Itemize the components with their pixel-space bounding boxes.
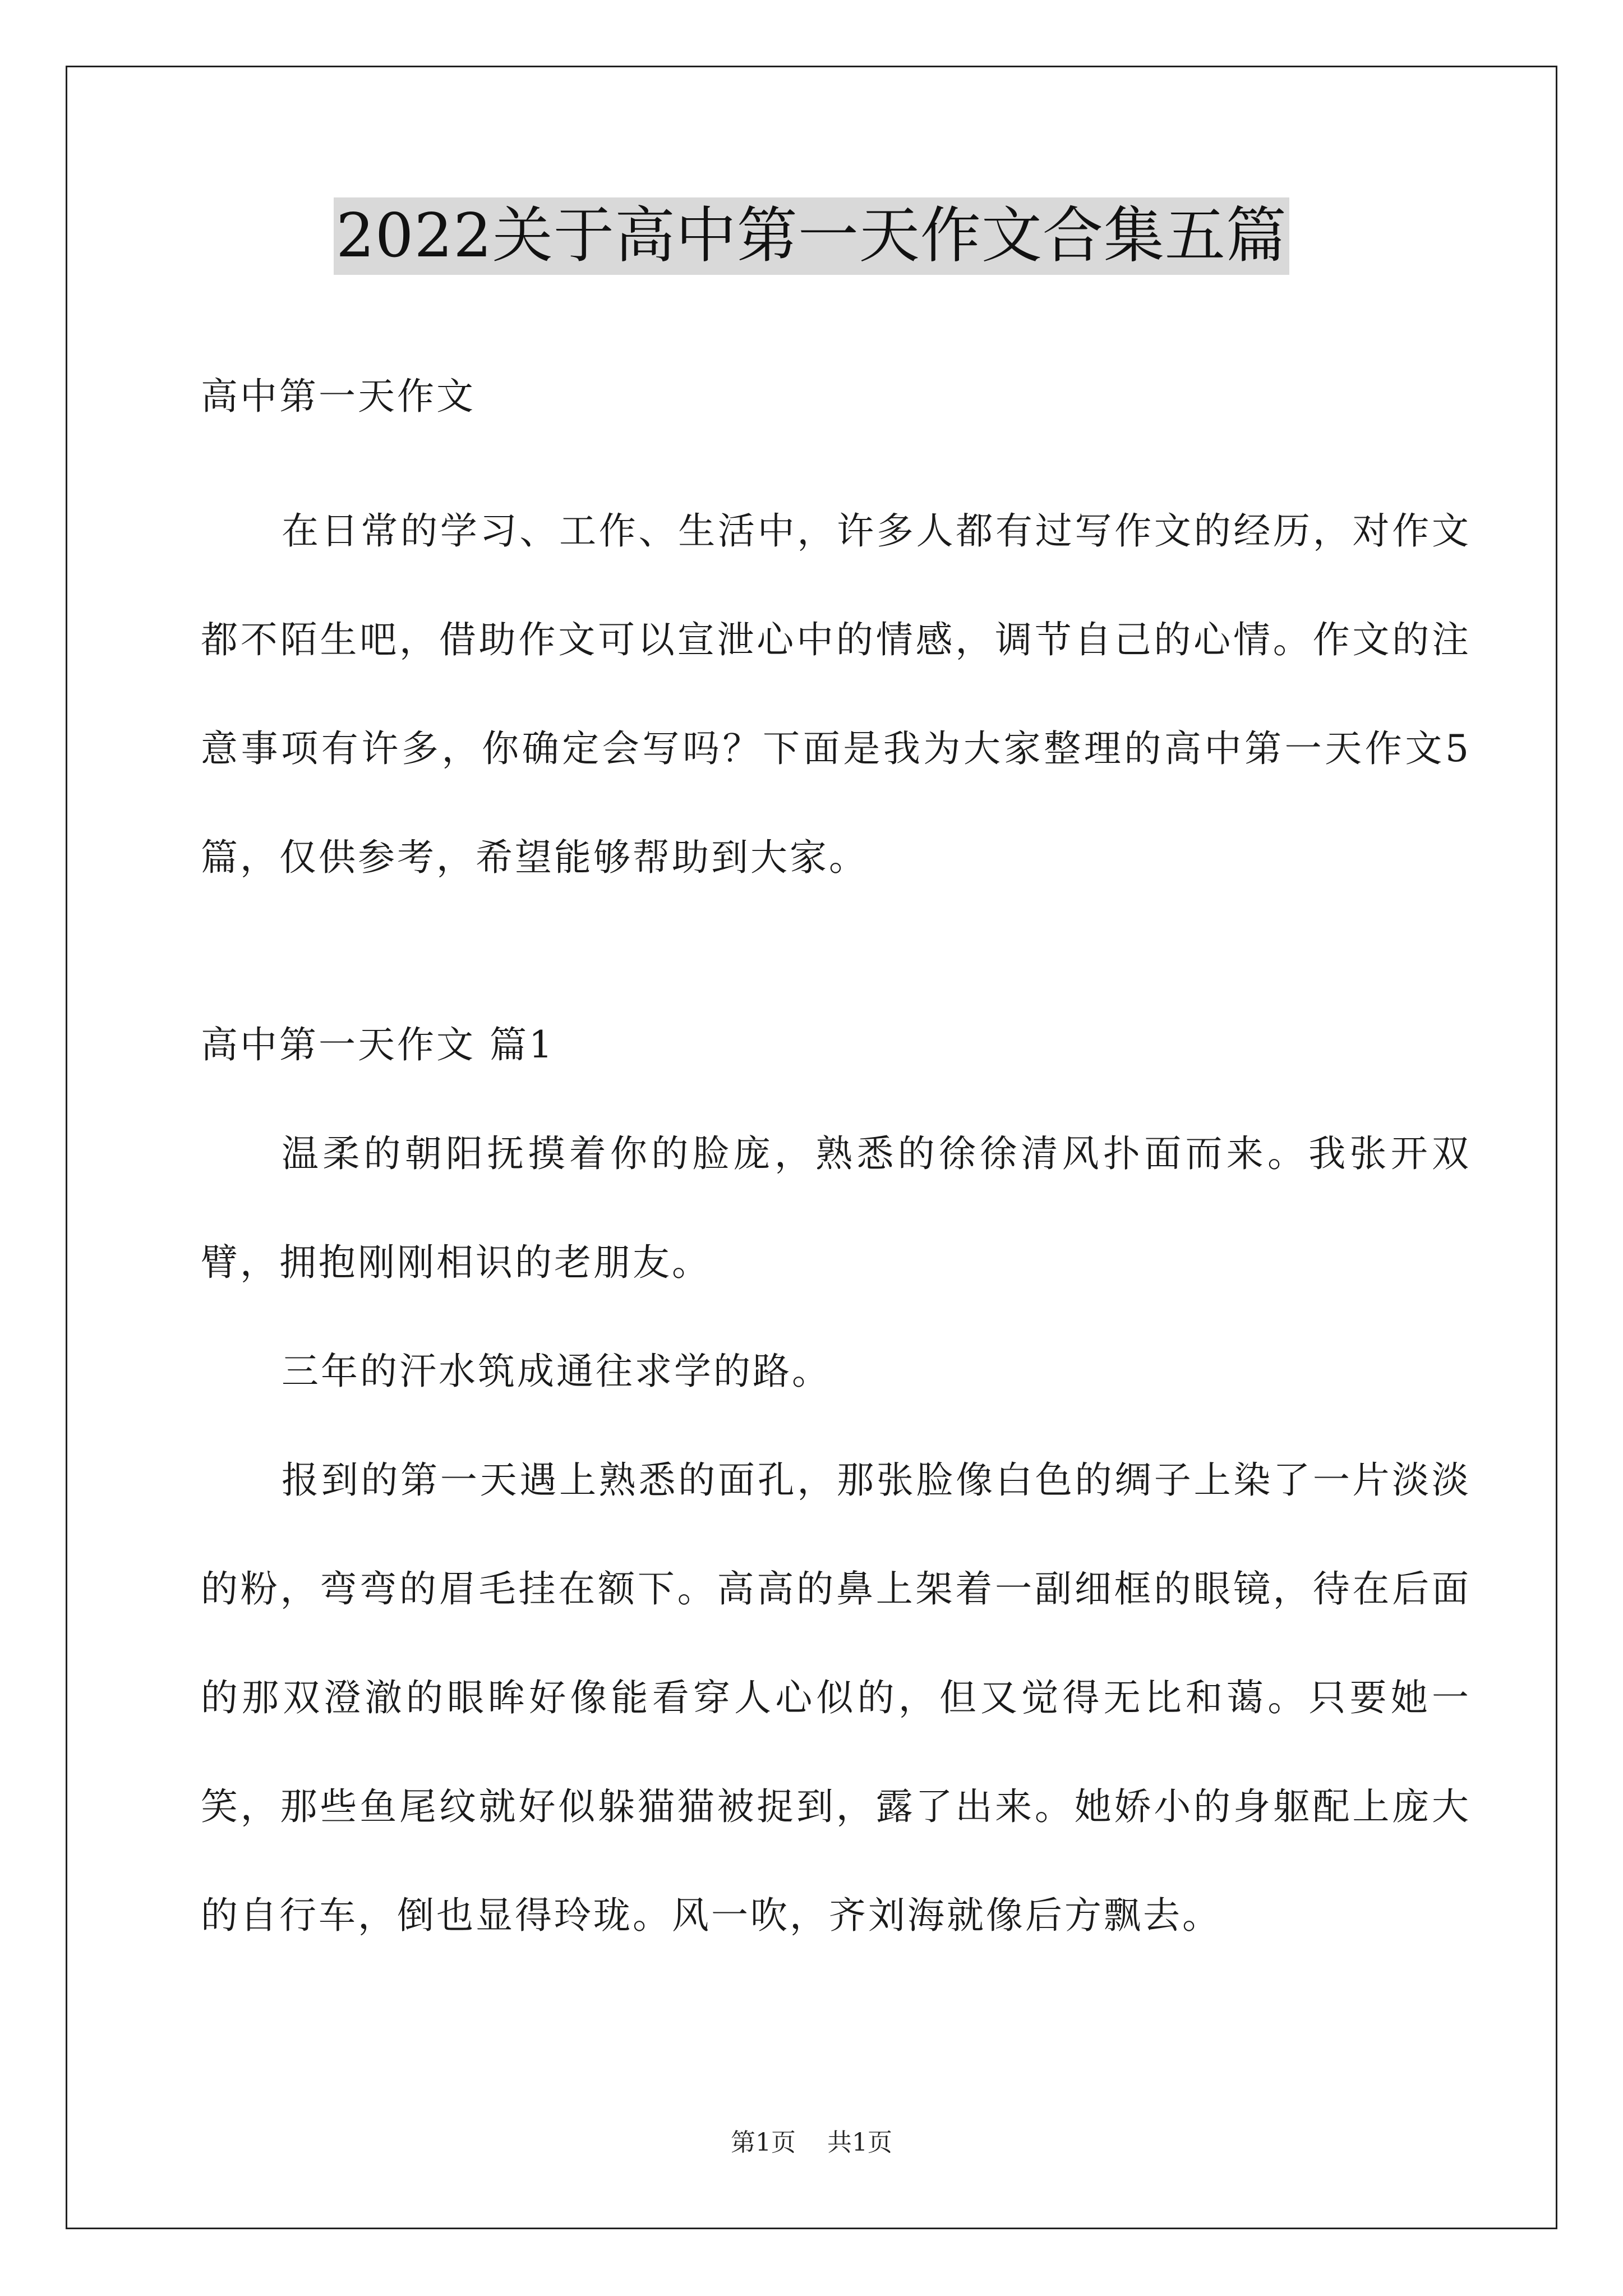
document-body bbox=[201, 342, 1471, 1970]
intro-heading: 高中第一天作文 bbox=[201, 375, 476, 418]
page-number: 第1页 共1页 bbox=[731, 2128, 892, 2157]
body-paragraph: 温柔的朝阳抚摸着你的脸庞，熟悉的徐徐清风扑面而来。我张开双臂，拥抱刚刚相识的老朋友。 bbox=[201, 1132, 1471, 1284]
title-container bbox=[0, 197, 1623, 275]
page-footer bbox=[0, 2126, 1623, 2160]
document-title: 2022关于高中第一天作文合集五篇 bbox=[334, 197, 1289, 275]
intro-paragraph: 在日常的学习、工作、生活中，许多人都有过写作文的经历，对作文都不陌生吧，借助作文可以宣泄心中的情感，调节自己的心情。作文的注意事项有许多，你确定会写吗？下面是我为大家整理的高中第一天作文5篇，仅供参考，希望能够帮助到大家。 bbox=[201, 509, 1471, 879]
body-paragraph: 三年的汗水筑成通往求学的路。 bbox=[282, 1350, 831, 1393]
body-paragraph: 报到的第一天遇上熟悉的面孔，那张脸像白色的绸子上染了一片淡淡的粉，弯弯的眉毛挂在额下。高高的鼻上架着一副细框的眼镜，待在后面的那双澄澈的眼眸好像能看穿人心似的，但又觉得无比和蔼。只要她一笑，那些鱼尾纹就好似躲猫猫被捉到，露了出来。她娇小的身躯配上庞大的自行车，倒也显得玲珑。风一吹，齐刘海就像后方飘去。 bbox=[201, 1458, 1471, 1937]
section-heading: 高中第一天作文 篇1 bbox=[201, 1023, 555, 1066]
